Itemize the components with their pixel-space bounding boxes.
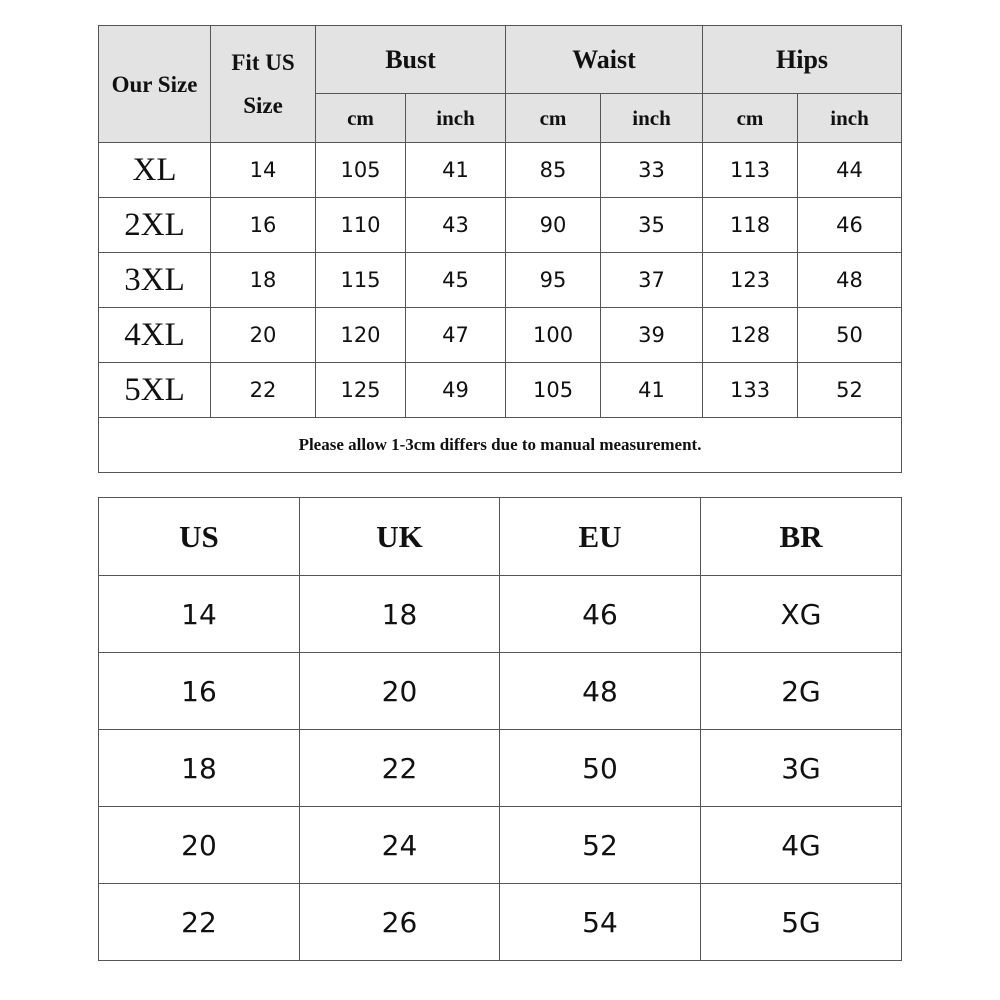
table-cell: 105 [506,363,601,418]
header-bust: Bust [316,26,506,94]
table-cell: 48 [798,253,902,308]
table-cell: 110 [316,198,406,253]
header-br: BR [701,498,902,576]
table-cell: 128 [703,308,798,363]
table-cell: 24 [300,807,500,884]
size-cell: 3XL [99,253,211,308]
header-bust-cm: cm [316,94,406,143]
table-row [99,576,902,653]
table-cell: 45 [406,253,506,308]
note-row [99,418,902,473]
header-eu: EU [500,498,701,576]
table-cell: 18 [211,253,316,308]
table-cell: 113 [703,143,798,198]
conversion-header-row [99,498,902,576]
header-fit-us-size [211,26,316,143]
table-row [99,253,902,308]
table-cell: 2G [701,653,902,730]
table-cell: 48 [500,653,701,730]
table-row [99,308,902,363]
table-cell: 50 [500,730,701,807]
size-chart-table [98,25,902,473]
table-cell: 49 [406,363,506,418]
size-cell: XL [99,143,211,198]
table-cell: 54 [500,884,701,961]
table-cell: 18 [300,576,500,653]
header-uk: UK [300,498,500,576]
table-cell: 5G [701,884,902,961]
table-cell: 33 [601,143,703,198]
table-cell: 125 [316,363,406,418]
table-cell: 16 [211,198,316,253]
table-cell: 16 [99,653,300,730]
header-hips: Hips [703,26,902,94]
table-cell: 44 [798,143,902,198]
table-cell: 22 [99,884,300,961]
table-row [99,198,902,253]
table-cell: 120 [316,308,406,363]
table-cell: 46 [500,576,701,653]
measurement-note: Please allow 1-3cm differs due to manual measurement. [99,418,902,473]
table-cell: 47 [406,308,506,363]
table-cell: 95 [506,253,601,308]
table-cell: 90 [506,198,601,253]
table-cell: 41 [601,363,703,418]
header-waist-cm: cm [506,94,601,143]
table-row [99,807,902,884]
table-cell: 20 [99,807,300,884]
size-cell: 2XL [99,198,211,253]
table-cell: 35 [601,198,703,253]
header-us: US [99,498,300,576]
table-cell: 133 [703,363,798,418]
table-cell: 52 [500,807,701,884]
table-cell: 22 [300,730,500,807]
header-bust-inch: inch [406,94,506,143]
table-cell: 4G [701,807,902,884]
header-size-label: Size [243,93,283,118]
table-cell: 39 [601,308,703,363]
table-row [99,653,902,730]
table-row [99,730,902,807]
header-our-size: Our Size [99,26,211,143]
table-cell: 14 [99,576,300,653]
table-cell: 3G [701,730,902,807]
table-cell: 118 [703,198,798,253]
size-cell: 5XL [99,363,211,418]
table-row [99,143,902,198]
table-cell: 115 [316,253,406,308]
table-cell: 85 [506,143,601,198]
header-fit-us-label: Fit US [231,50,295,75]
table-cell: 37 [601,253,703,308]
header-hips-cm: cm [703,94,798,143]
table-cell: 20 [211,308,316,363]
table-cell: 105 [316,143,406,198]
table-cell: XG [701,576,902,653]
table-cell: 18 [99,730,300,807]
table-cell: 52 [798,363,902,418]
table-cell: 100 [506,308,601,363]
table-cell: 14 [211,143,316,198]
header-waist: Waist [506,26,703,94]
table-row [99,884,902,961]
table-cell: 41 [406,143,506,198]
table-row [99,363,902,418]
table-cell: 22 [211,363,316,418]
header-waist-inch: inch [601,94,703,143]
size-conversion-table [98,497,902,961]
header-hips-inch: inch [798,94,902,143]
size-cell: 4XL [99,308,211,363]
table-cell: 20 [300,653,500,730]
table-cell: 43 [406,198,506,253]
table-cell: 26 [300,884,500,961]
table-cell: 46 [798,198,902,253]
table-cell: 50 [798,308,902,363]
table-cell: 123 [703,253,798,308]
